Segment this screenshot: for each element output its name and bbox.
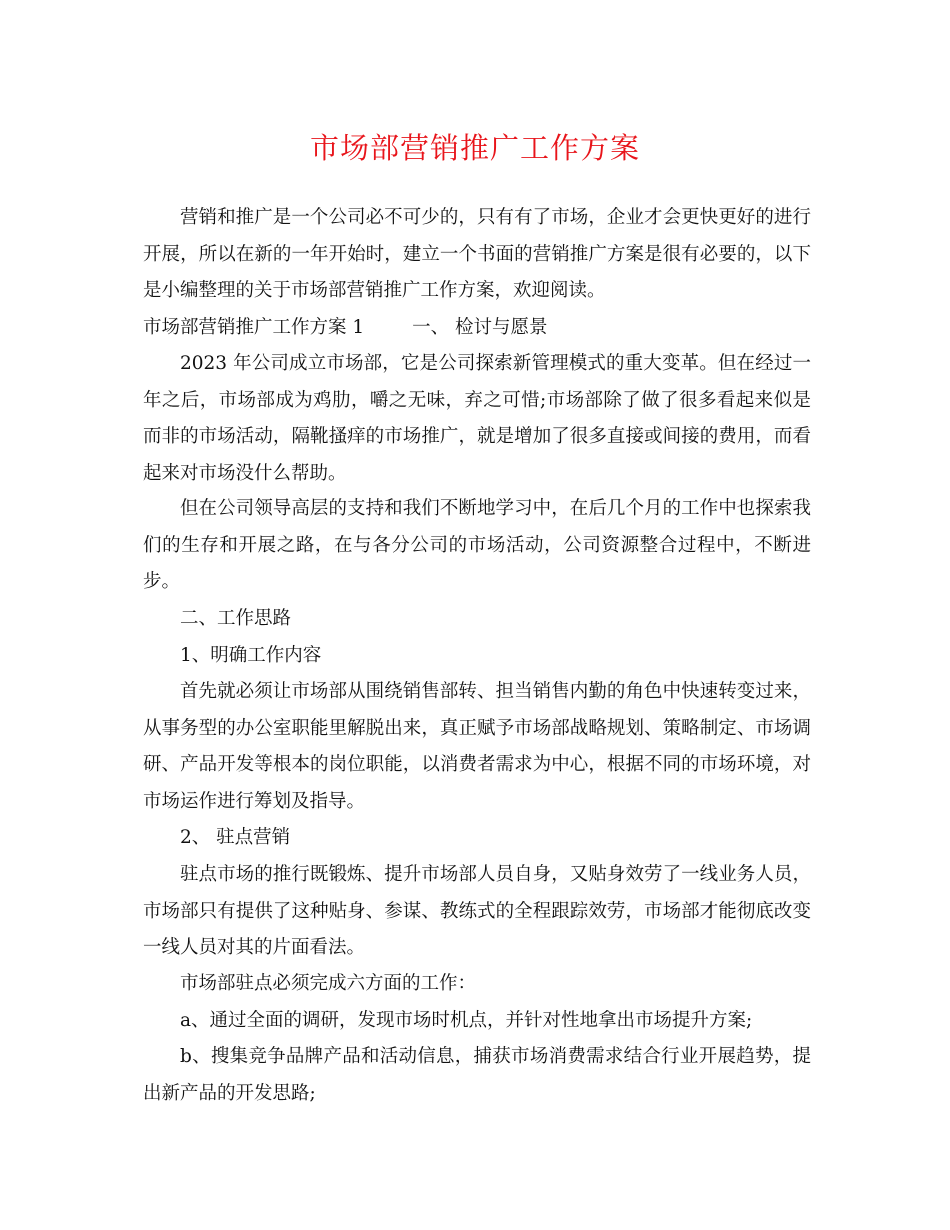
section-heading-2: 二、工作思路 [180, 608, 292, 629]
list-item-b: b、搜集竞争品牌产品和活动信息，捕获市场消费需求结合行业开展趋势，提出新产品的开发思路; [143, 1046, 811, 1104]
plan-subtitle: 市场部营销推广工作方案 1 [143, 317, 365, 338]
list-item-a: a、通过全面的调研，发现市场时机点，并针对性地拿出市场提升方案; [180, 1010, 753, 1031]
paragraph-3: 首先就必须让市场部从围绕销售部转、担当销售内勤的角色中快速转变过来，从事务型的办公室职能里解脱出来，真正赋予市场部战略规划、策略制定、市场调研、产品开发等根本的岗位职能，以消费者需求为中心，根据不同的市场环境，对市场运作进行筹划及指导。 [143, 681, 811, 812]
paragraph-2: 但在公司领导高层的支持和我们不断地学习中，在后几个月的工作中也探索我们的生存和开展之路，在与各分公司的市场活动，公司资源整合过程中，不断进步。 [143, 498, 811, 593]
intro-paragraph: 营销和推广是一个公司必不可少的，只有有了市场，企业才会更快更好的进行开展，所以在新的一年开始时，建立一个书面的营销推广方案是很有必要的，以下是小编整理的关于市场部营销推广工作方案，欢迎阅读。 [143, 207, 811, 302]
paragraph-4: 驻点市场的推行既锻炼、提升市场部人员自身，又贴身效劳了一线业务人员，市场部只有提供了这种贴身、参谋、教练式的全程跟踪效劳，市场部才能彻底改变一线人员对其的片面看法。 [143, 864, 811, 959]
paragraph-5: 市场部驻点必须完成六方面的工作： [180, 973, 477, 994]
subtitle-line [143, 310, 811, 347]
section-heading-1: 一、 检讨与愿景 [412, 317, 548, 338]
paragraph-1: 2023 年公司成立市场部，它是公司探索新管理模式的重大变革。但在经过一年之后，市场部成为鸡肋，嚼之无味，弃之可惜;市场部除了做了很多看起来似是而非的市场活动，隔靴搔痒的市场推广，就是增加了很多直接或间接的费用，而看起来对市场没什么帮助。 [143, 353, 811, 484]
item-heading-2: 2、 驻点营销 [180, 827, 291, 848]
document-title: 市场部营销推广工作方案 [309, 131, 640, 165]
item-heading-1: 1、明确工作内容 [180, 645, 322, 666]
